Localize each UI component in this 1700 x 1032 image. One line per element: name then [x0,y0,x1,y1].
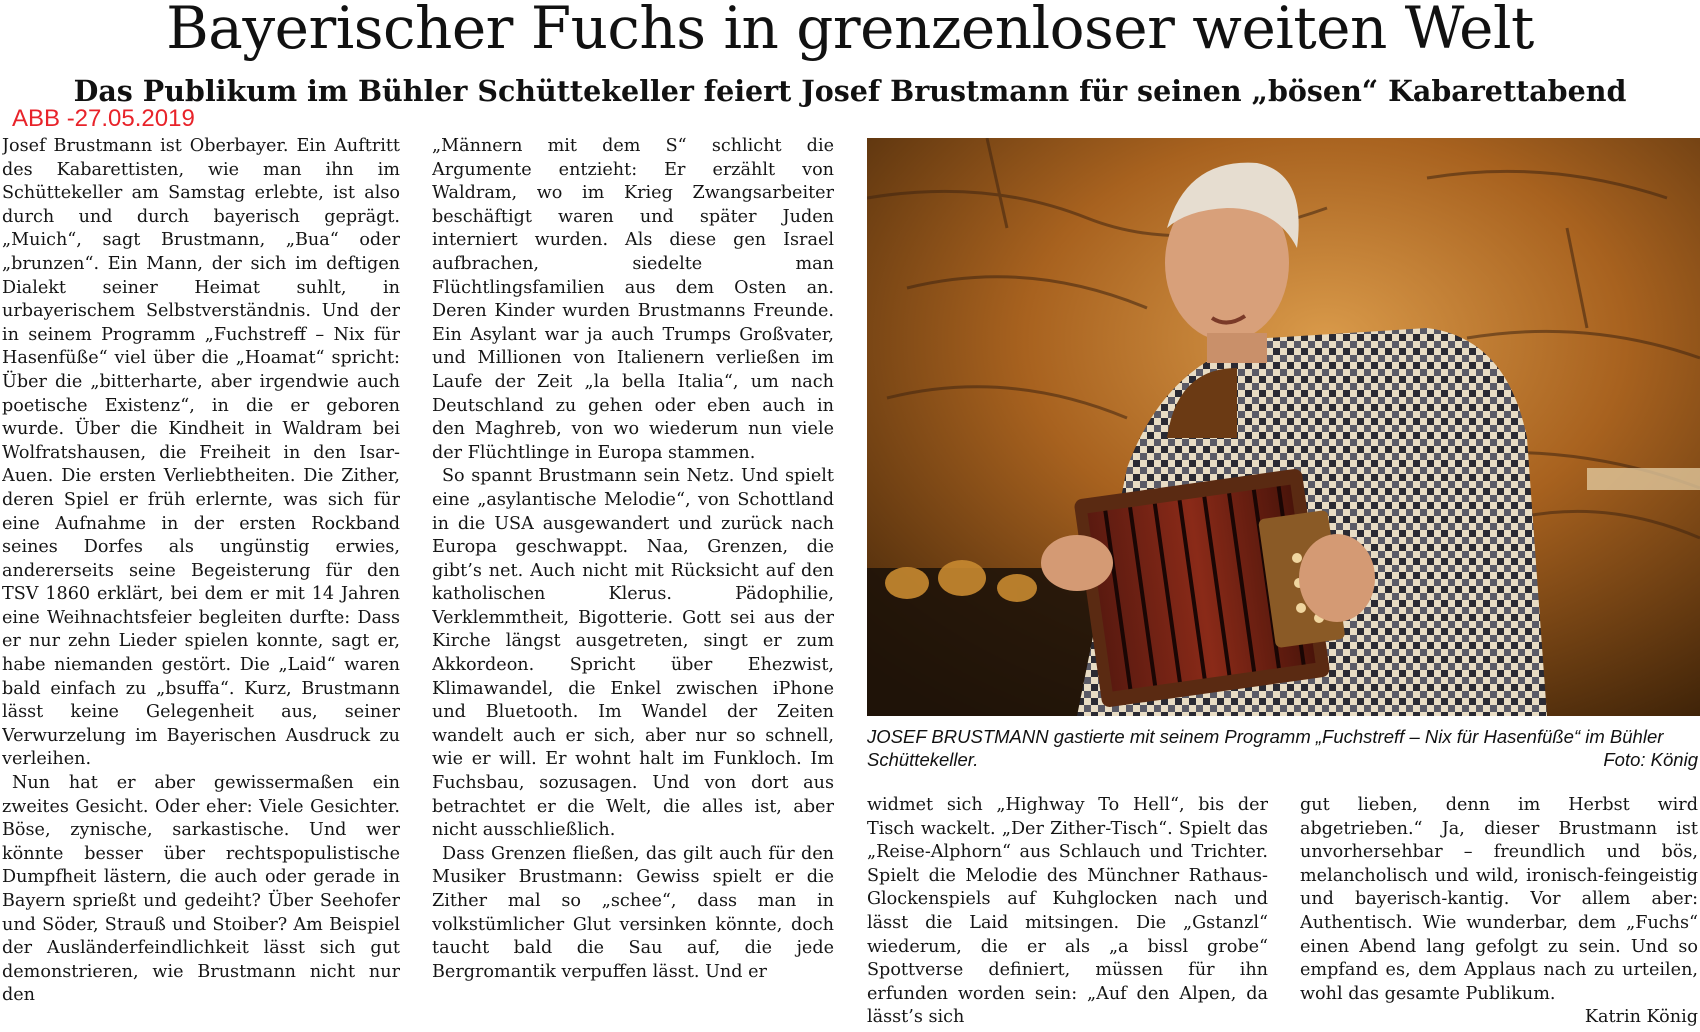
author-byline: Katrin König [1584,1007,1698,1028]
article-column-2 [432,135,834,1032]
paragraph: Nun hat er aber gewissermaßen ein zweites Gesicht. Oder eher: Viele Gesichter. Böse, zynische, sarkastische. Und wer könnte besser über rechtspopulistische Dumpfheit lästern, die auch oder gerade in Bayern sprießt und gedeiht? Über Seehofer und Söder, Strauß und Stoiber? Am Beispiel der Ausländerfeindlichkeit lässt sich gut demonstrieren, wie Brustmann nicht nur den [2,773,400,1006]
article-column-1 [2,135,400,1032]
photo-credit: Foto: König [1603,749,1698,770]
paragraph: Josef Brustmann ist Oberbayer. Ein Auftritt des Kabarettisten, wie man ihn im Schüttekeller am Samstag erlebte, ist also durch und durch bayerisch geprägt. „Muich“, sagt Brustmann, „Bua“ oder „brunzen“. Ein Mann, der sich im deftigen Dialekt seiner Heimat suhlt, in urbayerischem Selbstverständnis. Und der in seinem Programm „Fuchstreff – Nix für Hasenfüße“ viel über die „Hoamat“ spricht: Über die „bitterharte, aber irgendwie auch poetische Existenz“, in die er geboren wurde. Über die Kindheit in Waldram bei Wolfratshausen, die Freiheit in den Isar-Auen. Die ersten Verliebtheiten. Die Zither, deren Spiel er früh erlernte, was sich für eine Aufnahme in der ersten Rockband seines Dorfes als ungünstig erwies, andererseits seine Begeisterung für den TSV 1860 erklärt, bei dem er mit 14 Jahren eine Weihnachtsfeier begleiten durfte: Dass er nur zehn Lieder spielen konnte, sagt er, habe niemanden gestört. Die „Laid“ waren bald einfach zu „bsuffa“. Kurz, Brustmann lässt keine Gelegenheit aus, seiner Verwurzelung im Bayerischen Ausdruck zu verleihen. [2,136,400,770]
paragraph: gut lieben, denn im Herbst wird abgetrieben.“ Ja, dieser Brustmann ist unvorhersehbar – freundlich und bös, melancholisch und wild, ironisch-feingeistig und bayerisch-kantig. Vor allem aber: Authentisch. Wie wunderbar, dem „Fuchs“ einen Abend lang gefolgt zu sein. Und so empfand es, dem Applaus nach zu urteilen, wohl das gesamte Publikum. [1300,795,1698,1004]
performer-photo-illustration [867,138,1700,716]
paragraph: „Männern mit dem S“ schlicht die Argumente entzieht: Er erzählt von Waldram, wo im Krieg Zwangsarbeiter beschäftigt waren und später Juden interniert wurden. Als diese gen Israel aufbrachen, siedelte man Flüchtlingsfamilien aus dem Osten an. Deren Kinder wurden Brustmanns Freunde. Ein Asylant war ja auch Trumps Großvater, und Millionen von Italienern verließen im Laufe der Zeit „la bella Italia“, um nach Deutschland zu gehen oder eben auch in den Maghreb, von wo wiederum nun viele der Flüchtlinge in Europa stammen. [432,136,834,463]
paragraph: widmet sich „Highway To Hell“, bis der Tisch wackelt. „Der Zither-Tisch“. Spielt das „Reise-Alphorn“ aus Schlauch und Trichter. Spielt die Melodie des Münchner Rathaus-Glockenspiels auf Kuhglocken nach und lässt die Laid mitsingen. Die „Gstanzl“ wiederum, die er als „a bissl grobe“ Spottverse definiert, müssen für ihn erfunden worden sein: „Auf den Alpen, da lässt’s sich [867,795,1268,1028]
article-subheadline: Das Publikum im Bühler Schüttekeller feiert Josef Brustmann für seinen „bösen“ Kabarettabend [73,74,1627,108]
paragraph: Dass Grenzen fließen, das gilt auch für den Musiker Brustmann: Gewiss spielt er die Zither mal so „schee“, dass man in volkstümlicher Glut versinken könnte, doch taucht bald die Sau auf, die jede Bergromantik verpuffen lässt. Und er [432,843,834,982]
article-headline: Bayerischer Fuchs in grenzenloser weiten Welt [166,0,1534,62]
photo-caption-block [867,725,1698,771]
article-photo [867,138,1700,716]
article-column-3 [867,794,1268,1032]
date-stamp: ABB -27.05.2019 [12,105,195,132]
article-column-4 [1300,794,1698,1032]
photo-caption: JOSEF BRUSTMANN gastierte mit seinem Programm „Fuchstreff – Nix für Hasenfüße“ im Bühler Schüttekeller. [867,726,1664,770]
paragraph: So spannt Brustmann sein Netz. Und spielt eine „asylantische Melodie“, von Schottland in die USA ausgewandert und zurück nach Europa geschwappt. Naa, Grenzen, die gibt’s net. Auch nicht mit Rücksicht auf den katholischen Klerus. Pädophilie, Verklemmtheit, Bigotterie. Gott sei aus der Kirche längst ausgetreten, singt er zum Akkordeon. Spricht über Ehezwist, Klimawandel, die Enkel zwischen iPhone und Bluetooth. Im Wandel der Zeiten wandelt auch er sich, aber nur so schnell, wie er will. Er wohnt halt im Funkloch. Im Fuchsbau, sozusagen. Und von dort aus betrachtet er die Welt, die alles ist, aber nicht ausschließlich. [432,466,834,841]
